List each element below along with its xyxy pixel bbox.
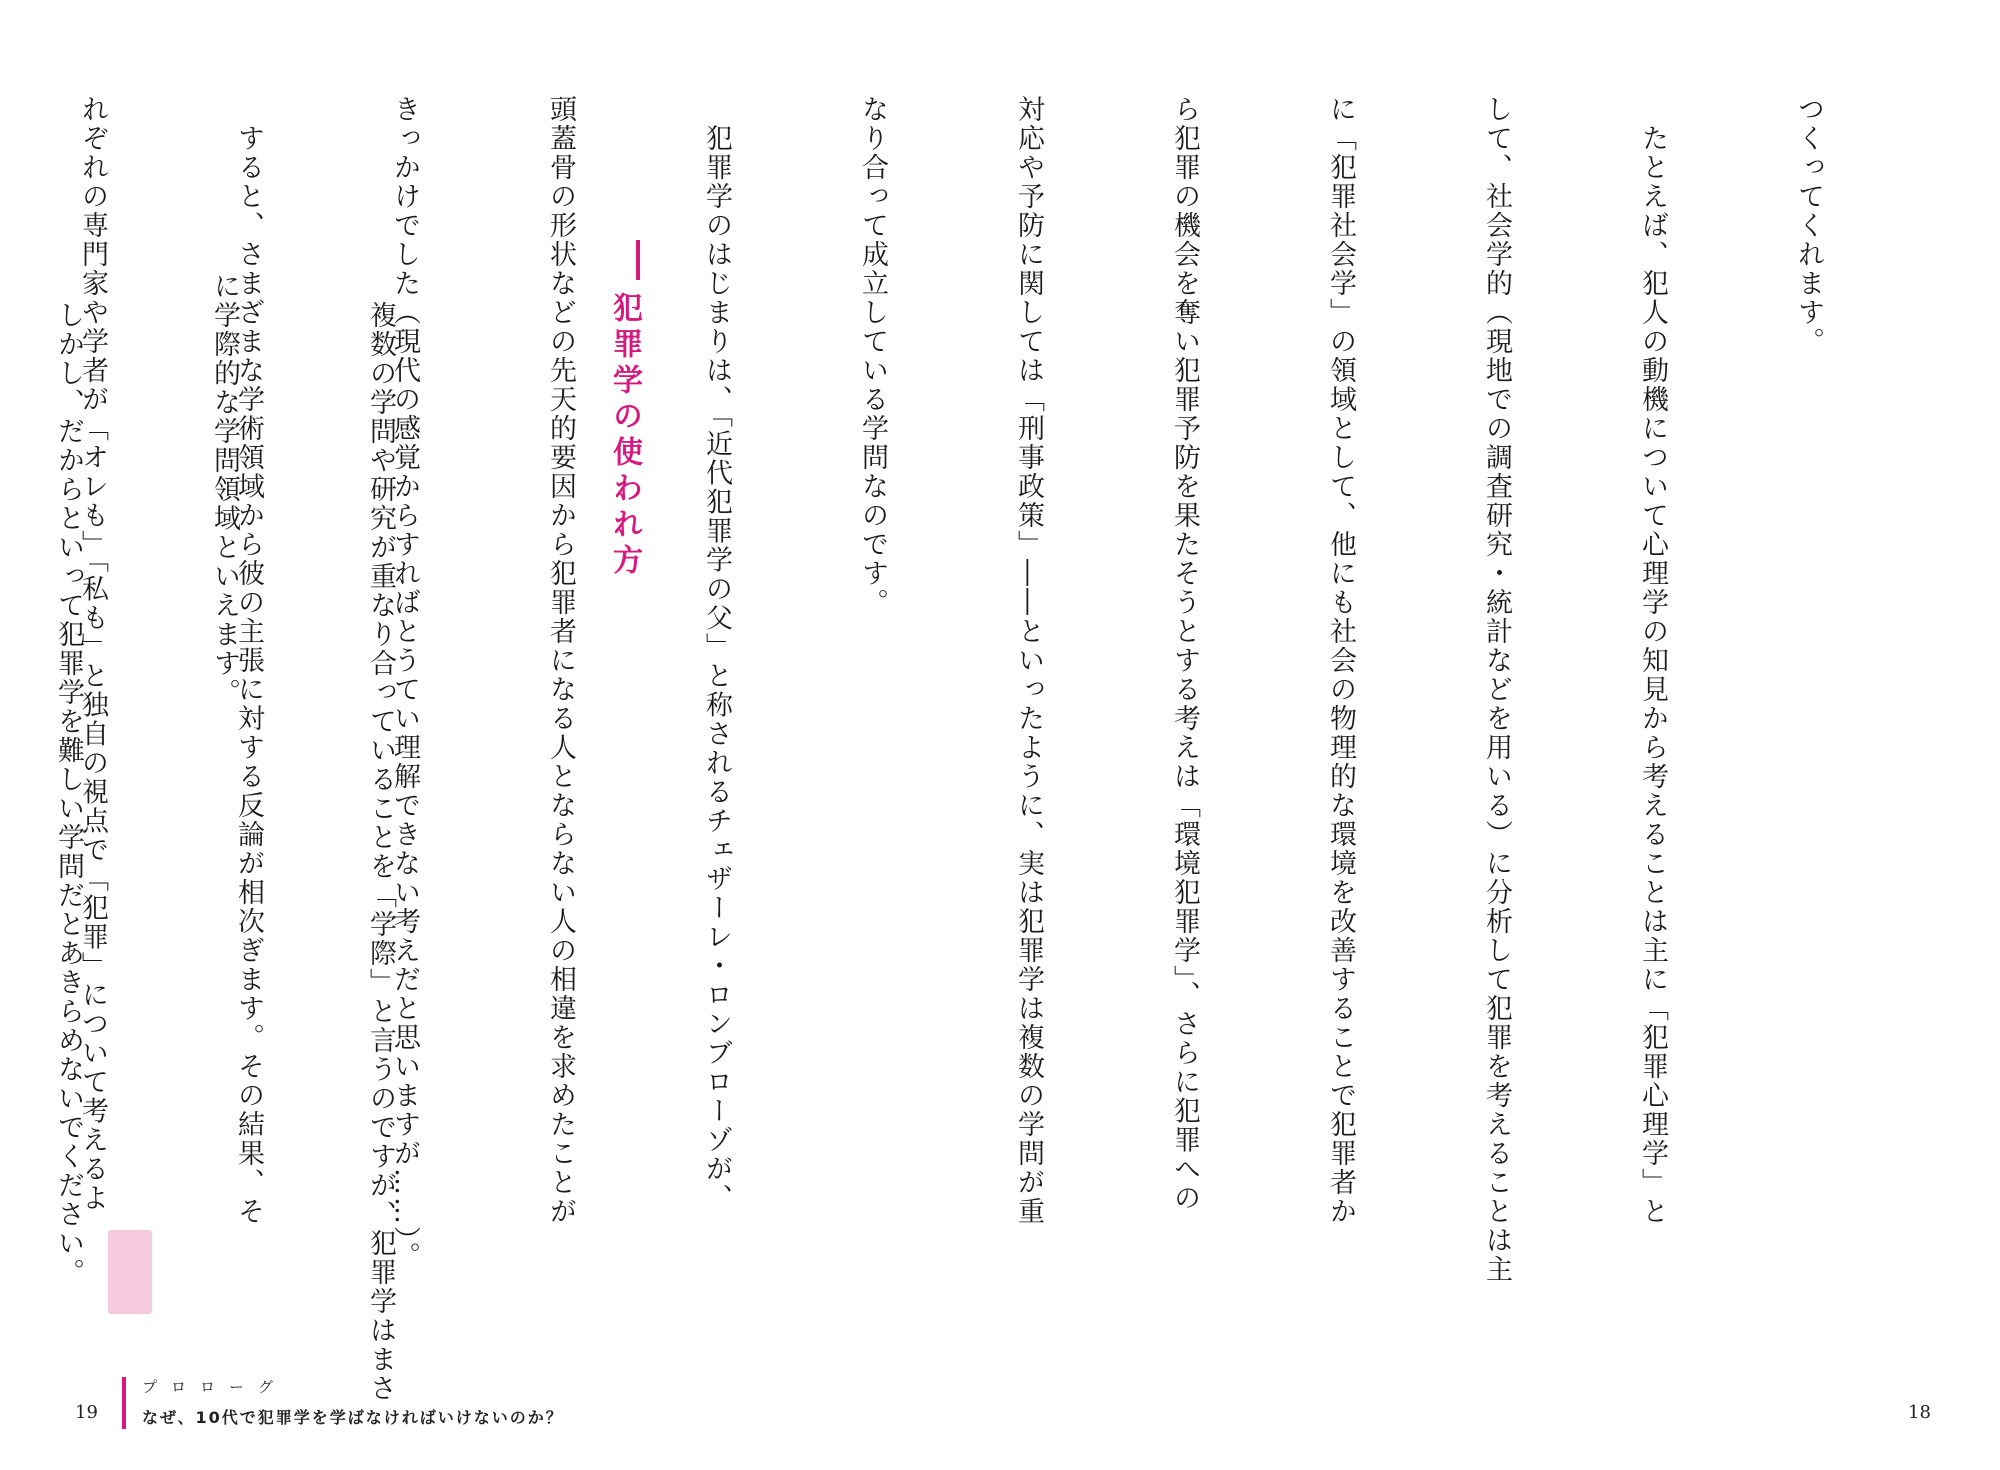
- text-line: れぞれの専門家や学者が「オレも」「私も」と独自の視点で「犯罪」について考えるよ: [77, 95, 108, 1213]
- footer-accent-bar: [122, 1377, 126, 1429]
- footer-section-label: プロローグ: [142, 1378, 288, 1396]
- text-line: つくってくれます。: [1793, 95, 1824, 356]
- text-line: なり合って成立している学問なのです。: [857, 95, 888, 617]
- page-number-left: 19: [75, 1402, 98, 1423]
- text-line: 頭蓋骨の形状などの先天的要因から犯罪者になる人とならない人の相違を求めたことが: [545, 95, 576, 1226]
- page-number-right: 18: [1908, 1402, 1931, 1423]
- section-heading: 犯罪学の使われ方: [607, 292, 642, 580]
- text-line: 対応や予防に関しては「刑事政策」――といったように、実は犯罪学は複数の学問が重: [1013, 95, 1044, 1226]
- text-line: 犯罪学のはじまりは、「近代犯罪学の父」と称されるチェザーレ・ロンブローゾが、: [701, 95, 732, 1213]
- text-line: に「犯罪社会学」の領域として、他にも社会の物理的な環境を改善することで犯罪者か: [1325, 95, 1356, 1226]
- text-line: きっかけでした（現代の感覚からすればとうてい理解できない考えだと思いますが……）。: [389, 95, 420, 1271]
- text-line: して、社会学的（現地での調査研究・統計などを用いる）に分析して犯罪を考えることは主: [1481, 95, 1512, 1284]
- text-line: しかし、だからといって犯罪学を難しい学問だとあきらめないでください。: [53, 272, 84, 1287]
- text-line: ら犯罪の機会を奪い犯罪予防を果たそうとする考えは「環境犯罪学」、さらに犯罪への: [1169, 95, 1200, 1213]
- text-line: 複数の学問や研究が重なり合っていることを「学際」と言うのですが、犯罪学はまさ: [365, 272, 396, 1403]
- text-line: に学際的な学問領域といえます。: [209, 272, 240, 707]
- text-line: すると、さまざまな学術領域から彼の主張に対する反論が相次ぎます。その結果、そ: [233, 95, 264, 1226]
- footer-chapter-title: なぜ、10代で犯罪学を学ばなければいけないのか？: [142, 1408, 564, 1427]
- heading-accent-bar: [636, 240, 640, 280]
- text-line: たとえば、犯人の動機について心理学の知見から考えることは主に「犯罪心理学」と: [1637, 95, 1668, 1226]
